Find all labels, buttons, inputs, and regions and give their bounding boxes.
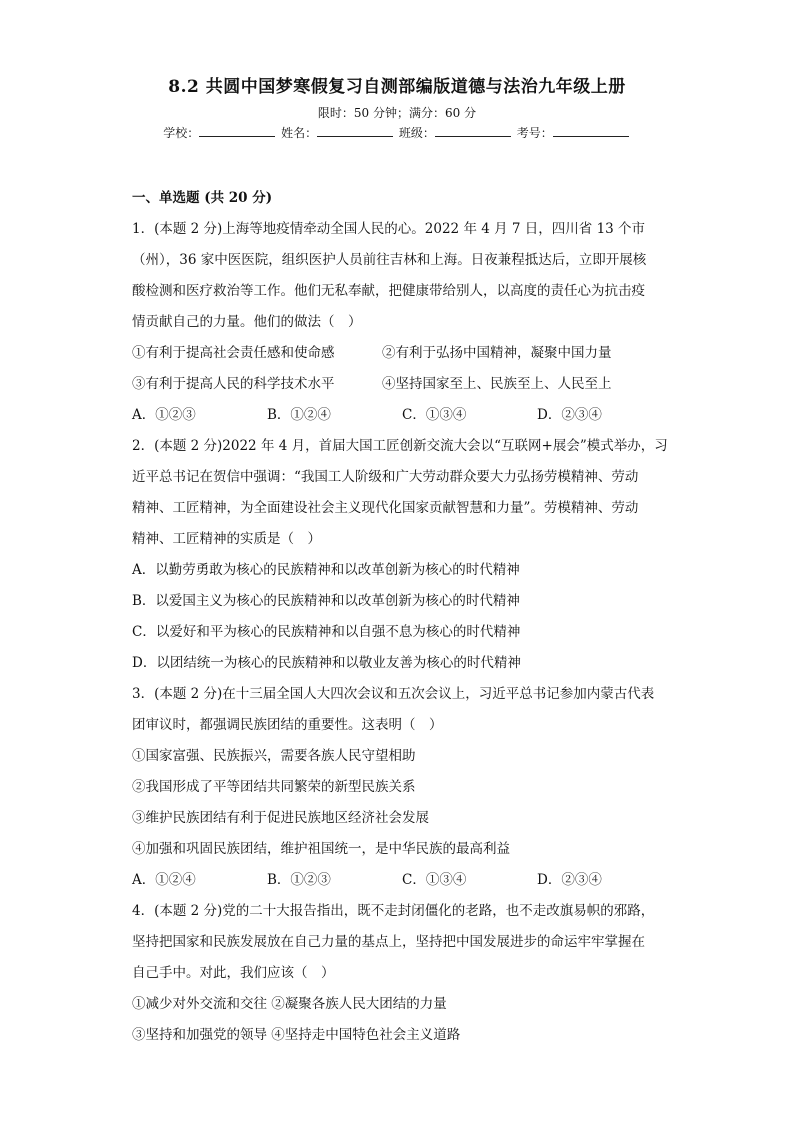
- statement: ③坚持和加强党的领导 ④坚持走中国特色社会主义道路: [132, 1027, 461, 1043]
- statement: ③有利于提高人民的科学技术水平: [132, 376, 335, 392]
- answer-options: [132, 865, 672, 896]
- question-line: （州），36 家中医医院，组织医护人员前往吉林和上海。日夜兼程抵达后，立即开展核: [132, 252, 647, 268]
- option-a[interactable]: A．①②④: [132, 872, 196, 888]
- exam-number-blank: [553, 124, 629, 137]
- question-line: 3．(本题 2 分)在十三届全国人大四次会议和五次会议上，习近平总书记参加内蒙古代表: [132, 686, 655, 702]
- name-label: 姓名：: [281, 126, 318, 140]
- statement: ④加强和巩固民族团结，维护祖国统一，是中华民族的最高利益: [132, 841, 510, 857]
- name-blank: [317, 124, 393, 137]
- option-d[interactable]: D．②③④: [537, 872, 602, 888]
- question-line: 酸检测和医疗救治等工作。他们无私奉献，把健康带给别人，以高度的责任心为抗击疫: [132, 283, 645, 299]
- page-title: 8.2 共圆中国梦寒假复习自测部编版道德与法治九年级上册: [168, 77, 626, 97]
- answer-options: [132, 400, 672, 431]
- question-2: [132, 431, 672, 679]
- option-a[interactable]: A．以勤劳勇敢为核心的民族精神和以改革创新为核心的时代精神: [132, 562, 520, 578]
- statement: ④坚持国家至上、民族至上、人民至上: [382, 376, 612, 392]
- question-line: 2．(本题 2 分)2022 年 4 月，首届大国工匠创新交流大会以“互联网+展会”模式举办，习: [132, 438, 668, 454]
- school-blank: [199, 124, 275, 137]
- question-line: 自己手中。对此，我们应该（ ）: [132, 965, 335, 981]
- option-a[interactable]: A．①②③: [132, 407, 196, 423]
- question-3: [132, 679, 672, 896]
- option-b[interactable]: B．①②③: [267, 872, 331, 888]
- statement: ③维护民族团结有利于促进民族地区经济社会发展: [132, 810, 429, 826]
- statement: ②有利于弘扬中国精神，凝聚中国力量: [382, 345, 612, 361]
- statement: ①减少对外交流和交往 ②凝聚各族人民大团结的力量: [132, 996, 447, 1012]
- question-line: 团审议时，都强调民族团结的重要性。这表明（ ）: [132, 717, 443, 733]
- class-blank: [435, 124, 511, 137]
- question-line: 精神、工匠精神，为全面建设社会主义现代化国家贡献智慧和力量”。劳模精神、劳动: [132, 500, 639, 516]
- statement: ②我国形成了平等团结共同繁荣的新型民族关系: [132, 779, 416, 795]
- option-b[interactable]: B．以爱国主义为核心的民族精神和以改革创新为核心的时代精神: [132, 593, 520, 609]
- exam-meta: 限时：50 分钟；满分：60 分: [317, 106, 477, 120]
- option-b[interactable]: B．①②④: [267, 407, 331, 423]
- question-1: [132, 214, 672, 431]
- option-d[interactable]: D．以团结统一为核心的民族精神和以敬业友善为核心的时代精神: [132, 655, 521, 671]
- question-line: 精神、工匠精神的实质是（ ）: [132, 531, 321, 547]
- statement-row: [132, 369, 672, 400]
- class-label: 班级：: [398, 126, 435, 140]
- option-c[interactable]: C．①③④: [402, 407, 467, 423]
- option-c[interactable]: C．①③④: [402, 872, 467, 888]
- question-line: 1．(本题 2 分)上海等地疫情牵动全国人民的心。2022 年 4 月 7 日，四川省 13 个市: [132, 221, 646, 237]
- school-label: 学校：: [163, 126, 200, 140]
- question-line: 坚持把国家和民族发展放在自己力量的基点上，坚持把中国发展进步的命运牢牢掌握在: [132, 934, 645, 950]
- question-line: 4．(本题 2 分)党的二十大报告指出，既不走封闭僵化的老路，也不走改旗易帜的邪路，: [132, 903, 655, 919]
- exam-number-label: 考号：: [516, 126, 553, 140]
- statement: ①有利于提高社会责任感和使命感: [132, 345, 335, 361]
- section-heading: 一、单选题 (共 20 分): [132, 190, 273, 206]
- question-content: [132, 186, 672, 1051]
- question-4: [132, 896, 672, 1051]
- option-d[interactable]: D．②③④: [537, 407, 602, 423]
- question-line: 情贡献自己的力量。他们的做法（ ）: [132, 314, 362, 330]
- student-info-fields: [0, 124, 794, 141]
- question-line: 近平总书记在贺信中强调：“我国工人阶级和广大劳动群众要大力弘扬劳模精神、劳动: [132, 469, 639, 485]
- option-c[interactable]: C．以爱好和平为核心的民族精神和以自强不息为核心的时代精神: [132, 624, 521, 640]
- statement-row: [132, 338, 672, 369]
- statement: ①国家富强、民族振兴，需要各族人民守望相助: [132, 748, 416, 764]
